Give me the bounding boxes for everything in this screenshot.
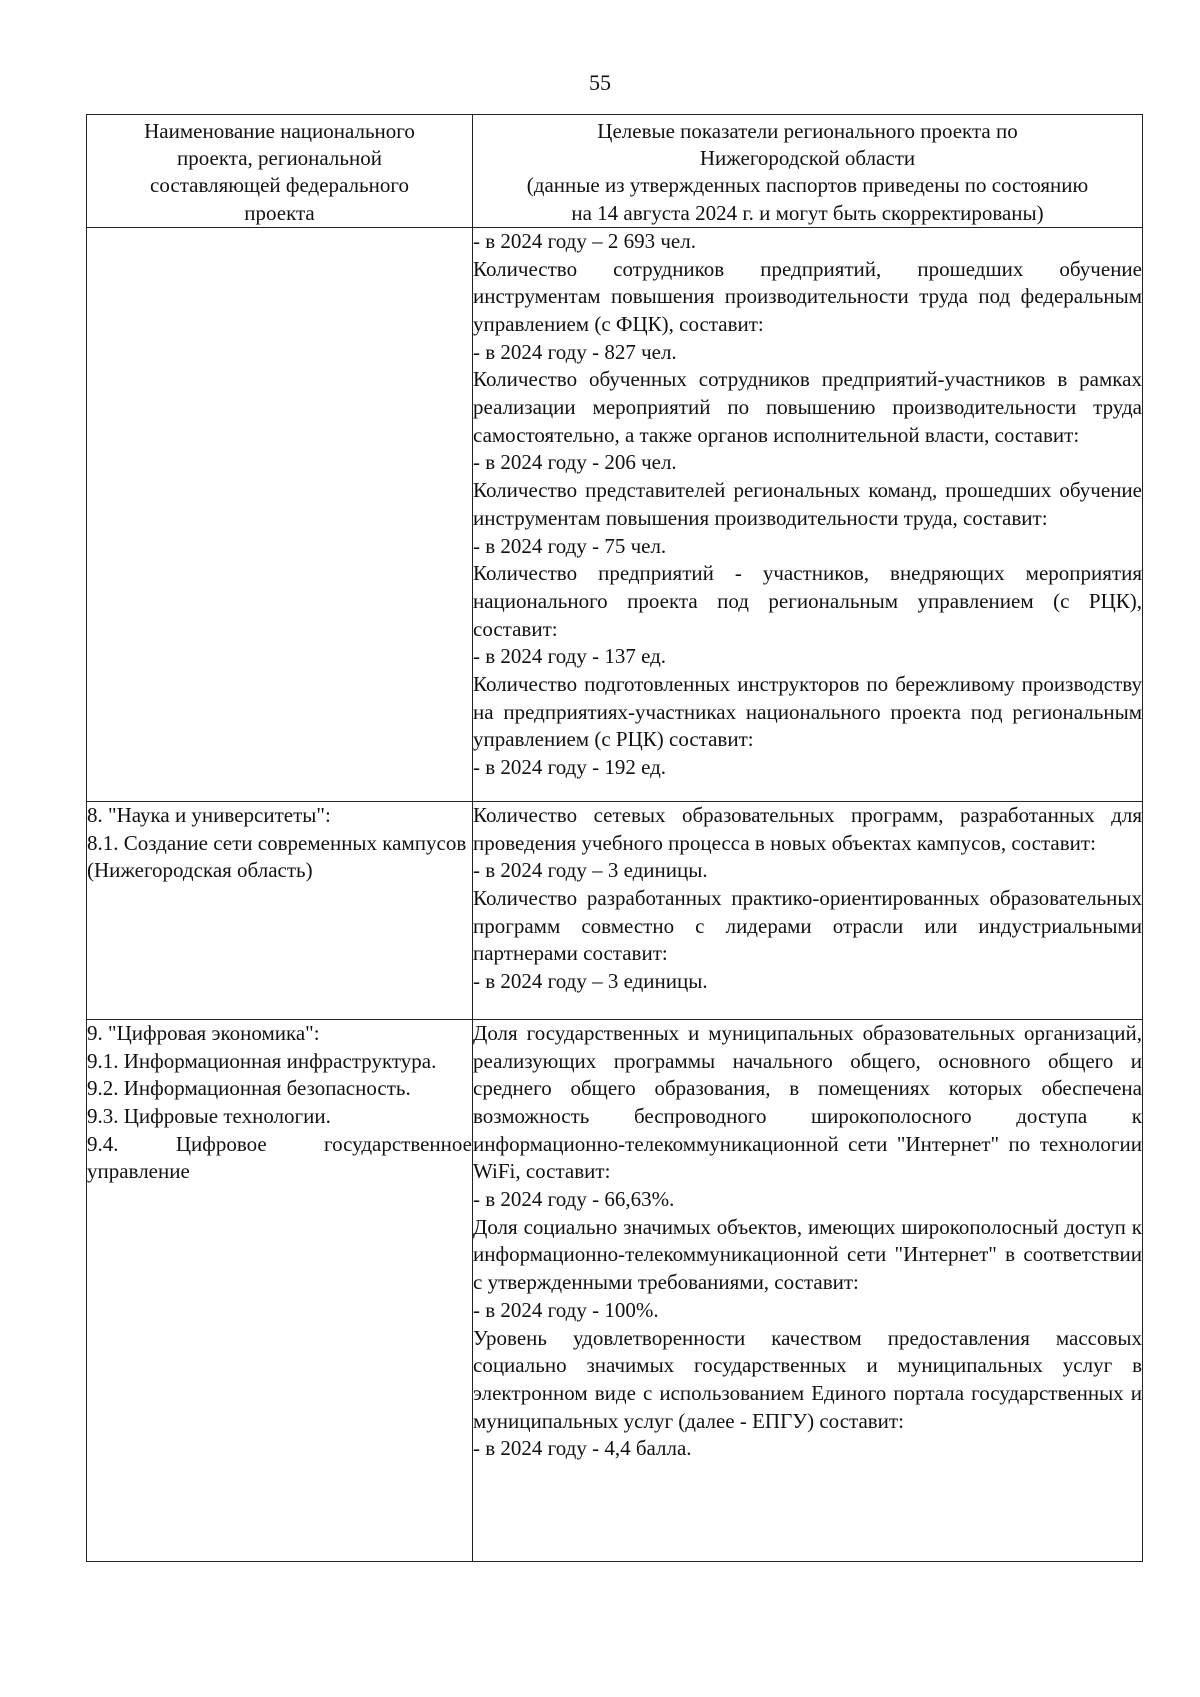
project-name-cell	[87, 1019, 473, 1561]
indicator-value: - в 2024 году - 75 чел.	[473, 533, 667, 558]
indicator-value: - в 2024 году - 100%.	[473, 1297, 659, 1322]
project-subtitle: 9.1. Информационная инфраструктура.	[87, 1048, 437, 1073]
header-col1-line: проекта	[244, 200, 315, 225]
indicator-text: Количество представителей региональных команд, прошедших обучение инструментам повышения производительности труда, составит:	[473, 478, 1142, 530]
indicator-text: Количество сотрудников предприятий, прошедших обучение инструментам повышения производительности труда под федеральным управлением (с ФЦК), составит:	[473, 256, 1142, 336]
indicator-text: Количество сетевых образовательных программ, разработанных для проведения учебного процесса в новых объектах кампусов, составит:	[473, 802, 1142, 855]
project-name-cell	[87, 801, 473, 1019]
table-row	[87, 801, 1143, 1019]
indicator-value: - в 2024 году - 192 ед.	[473, 755, 667, 780]
indicator-text: Доля социально значимых объектов, имеющих широкополосный доступ к информационно-телекоммуникационной сети "Интернет" в соответствии с утвержденными требованиями, составит:	[473, 1214, 1142, 1295]
header-col1-line: проекта, региональной	[177, 146, 382, 171]
project-subtitle: 9.4. Цифровое государственное управление	[87, 1131, 472, 1184]
header-col1-line: составляющей федерального	[150, 173, 409, 198]
indicator-value: - в 2024 году - 66,63%.	[473, 1187, 675, 1212]
table-row	[87, 1019, 1143, 1561]
indicator-value: - в 2024 году – 3 единицы.	[473, 858, 708, 883]
table-header-row	[87, 115, 1143, 228]
project-title: 8. "Наука и университеты":	[87, 802, 331, 827]
indicator-value: - в 2024 году - 827 чел.	[473, 339, 677, 364]
project-title: 9. "Цифровая экономика":	[87, 1020, 320, 1045]
table-row	[87, 227, 1143, 801]
indicators-cell	[473, 227, 1143, 801]
header-project-name	[87, 115, 473, 228]
project-name-cell	[87, 227, 473, 801]
indicator-text: Количество предприятий - участников, внедряющих мероприятия национального проекта под региональным управлением (с РЦК), составит:	[473, 561, 1142, 641]
indicator-text: Количество обученных сотрудников предприятий-участников в рамках реализации мероприятий по повышению производительности труда самостоятельно, а также органов исполнительной власти, составит:	[473, 367, 1142, 447]
page-number: 55	[589, 70, 611, 95]
indicator-value: - в 2024 году - 4,4 балла.	[473, 1436, 692, 1461]
indicator-text: Количество подготовленных инструкторов по бережливому производству на предприятиях-участниках национального проекта под региональным управлением (с РЦК) составит:	[473, 672, 1142, 752]
project-subtitle: 8.1. Создание сети современных кампусов (Нижегородская область)	[87, 830, 467, 883]
indicators-cell	[473, 1019, 1143, 1561]
header-col2-line: Целевые показатели регионального проекта по	[597, 119, 1018, 143]
indicator-value: - в 2024 году - 206 чел.	[473, 450, 677, 475]
indicator-text: Уровень удовлетворенности качеством предоставления массовых социально значимых государственных и муниципальных услуг в электронном виде с использованием Единого портала государственных и муниципальных услуг (далее - ЕПГУ) составит:	[473, 1325, 1142, 1433]
indicator-value: - в 2024 году - 137 ед.	[473, 644, 667, 669]
header-col1-line: Наименование национального	[144, 119, 415, 143]
header-col2-line: на 14 августа 2024 г. и могут быть скорректированы)	[571, 200, 1044, 225]
indicator-text: Количество разработанных практико-ориентированных образовательных программ совместно с лидерами отрасли или индустриальными партнерами составит:	[473, 885, 1142, 966]
project-subtitle: 9.2. Информационная безопасность.	[87, 1076, 411, 1101]
header-col2-line: Нижегородской области	[699, 146, 916, 171]
header-col2-line: (данные из утвержденных паспортов приведены по состоянию	[526, 173, 1089, 198]
project-subtitle: 9.3. Цифровые технологии.	[87, 1103, 331, 1128]
indicator-value: - в 2024 году – 2 693 чел.	[473, 228, 696, 253]
indicators-table	[86, 114, 1143, 1562]
indicators-cell	[473, 801, 1143, 1019]
indicator-text: Доля государственных и муниципальных образовательных организаций, реализующих программы начального общего, основного общего и среднего общего образования, в помещениях которых обеспечена возможность беспроводного широкополосного доступа к информационно-телекоммуникационной сети "Интернет" по технологии WiFi, составит:	[473, 1020, 1142, 1184]
indicator-value: - в 2024 году – 3 единицы.	[473, 969, 708, 994]
header-target-indicators	[473, 115, 1143, 228]
